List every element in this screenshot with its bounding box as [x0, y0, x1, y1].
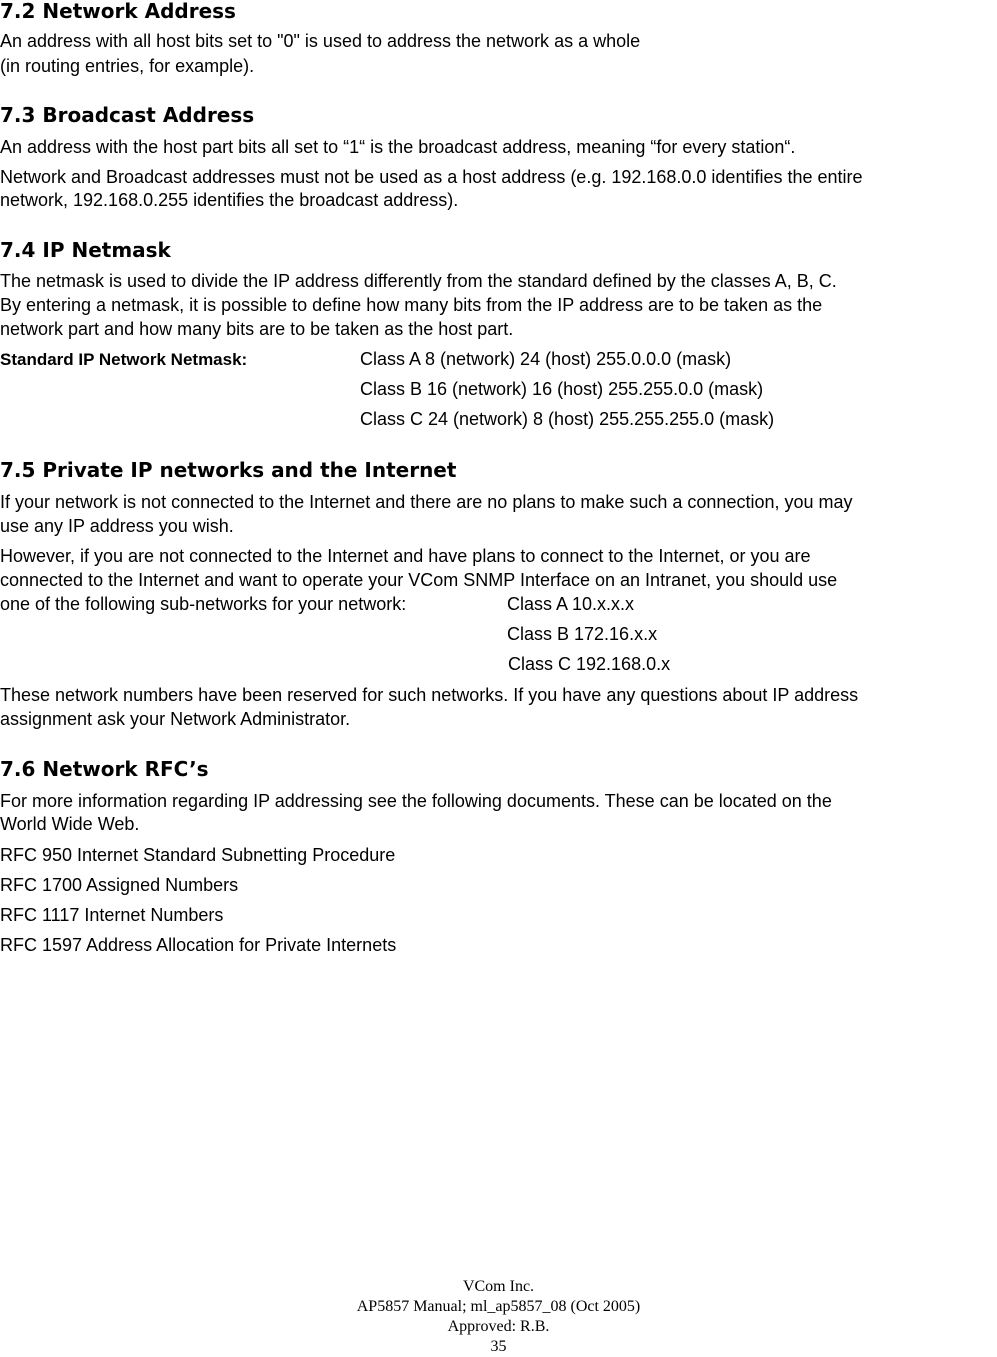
- heading-7-6: 7.6 Network RFC’s: [0, 757, 209, 781]
- s75-p2-line2: connected to the Internet and want to operate your VCom SNMP Interface on an Intranet, you should use: [0, 570, 838, 590]
- s75-p2-line1: However, if you are not connected to the Internet and have plans to connect to the Internet, or you are: [0, 546, 811, 566]
- s73-p2-line2: network, 192.168.0.255 identifies the broadcast address).: [0, 190, 459, 210]
- private-class-a: Class A 10.x.x.x: [507, 594, 635, 614]
- s73-p2-line1: Network and Broadcast addresses must not be used as a host address (e.g. 192.168.0.0 identifies the entire: [0, 167, 863, 187]
- s76-p1-line2: World Wide Web.: [0, 814, 140, 834]
- s76-p1-line1: For more information regarding IP addressing see the following documents. These can be located on the: [0, 791, 832, 811]
- rfc-list-item: RFC 950 Internet Standard Subnetting Procedure: [0, 845, 396, 865]
- heading-7-2: 7.2 Network Address: [0, 0, 236, 23]
- footer-company: VCom Inc.: [462, 1278, 535, 1295]
- heading-7-5: 7.5 Private IP networks and the Internet: [0, 458, 457, 482]
- footer-manual: AP5857 Manual; ml_ap5857_08 (Oct 2005): [356, 1298, 641, 1315]
- s74-line1: The netmask is used to divide the IP address differently from the standard defined by the classes A, B, C.: [0, 271, 837, 291]
- netmask-label: Standard IP Network Netmask:: [0, 350, 248, 369]
- s75-p3-line2: assignment ask your Network Administrator.: [0, 709, 351, 729]
- rfc-list-item: RFC 1117 Internet Numbers: [0, 905, 224, 925]
- private-class-b: Class B 172.16.x.x: [507, 624, 658, 644]
- heading-7-3: 7.3 Broadcast Address: [0, 103, 255, 127]
- s74-line2: By entering a netmask, it is possible to define how many bits from the IP address are to be taken as the: [0, 295, 823, 315]
- rfc-list-item: RFC 1700 Assigned Numbers: [0, 875, 239, 895]
- s75-p3-line1: These network numbers have been reserved for such networks. If you have any questions about IP address: [0, 685, 859, 705]
- s75-p1-line2: use any IP address you wish.: [0, 516, 234, 536]
- s73-p1: An address with the host part bits all set to “1“ is the broadcast address, meaning “for every station“.: [0, 137, 796, 157]
- netmask-class-a: Class A 8 (network) 24 (host) 255.0.0.0 (mask): [360, 349, 732, 369]
- s72-line1: An address with all host bits set to "0" is used to address the network as a whole: [0, 31, 641, 51]
- netmask-class-b: Class B 16 (network) 16 (host) 255.255.0.0 (mask): [360, 379, 764, 399]
- netmask-class-c: Class C 24 (network) 8 (host) 255.255.255.0 (mask): [360, 409, 775, 429]
- page-number: 35: [490, 1338, 507, 1355]
- footer-approved: Approved: R.B.: [447, 1318, 550, 1335]
- private-class-c: Class C 192.168.0.x: [508, 654, 671, 674]
- s75-p2-line3: one of the following sub-networks for your network:: [0, 594, 407, 614]
- rfc-list-item: RFC 1597 Address Allocation for Private Internets: [0, 935, 397, 955]
- s72-line2: (in routing entries, for example).: [0, 56, 255, 76]
- s75-p1-line1: If your network is not connected to the Internet and there are no plans to make such a connection, you may: [0, 492, 853, 512]
- heading-7-4: 7.4 IP Netmask: [0, 238, 171, 262]
- s74-line3: network part and how many bits are to be taken as the host part.: [0, 319, 514, 339]
